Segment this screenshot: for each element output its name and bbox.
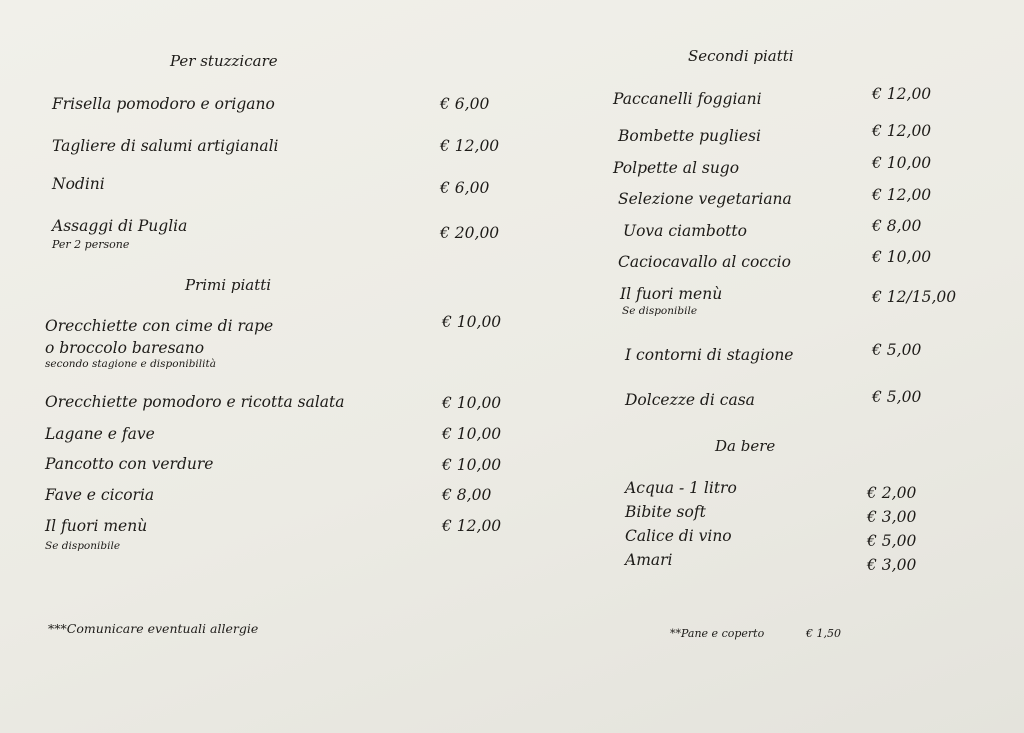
menu-item-note: Per 2 persone: [52, 238, 130, 251]
menu-item-note: Se disponibile: [45, 540, 121, 552]
coperto-label: **Pane e coperto: [670, 627, 765, 640]
menu-item-price: € 2,00: [867, 484, 917, 502]
menu-item-price: € 10,00: [872, 154, 932, 172]
menu-item-price: € 12/15,00: [872, 288, 957, 306]
menu-item-name: Dolcezze di casa: [625, 391, 755, 409]
menu-item-name: Selezione vegetariana: [618, 190, 792, 208]
section-title-stuzzicare: Per stuzzicare: [170, 52, 278, 70]
menu-item-name: Uova ciambotto: [623, 222, 747, 240]
menu-item-name: Tagliere di salumi artigianali: [52, 137, 279, 155]
allergy-notice: ***Comunicare eventuali allergie: [48, 621, 259, 636]
menu-item-name: Pancotto con verdure: [45, 455, 214, 473]
menu-item-price: € 12,00: [440, 137, 500, 155]
section-title-primi: Primi piatti: [185, 276, 272, 294]
menu-item-price: € 20,00: [440, 224, 500, 242]
menu-item-price: € 8,00: [872, 217, 922, 235]
menu-item-price: € 10,00: [872, 248, 932, 266]
menu-item-price: € 3,00: [867, 556, 917, 574]
menu-item-price: € 12,00: [872, 122, 932, 140]
menu-item-name: Orecchiette con cime di rape: [45, 317, 274, 335]
menu-item-price: € 10,00: [442, 313, 502, 331]
menu-item-price: € 6,00: [440, 179, 490, 197]
menu-item-name: Calice di vino: [625, 527, 732, 545]
menu-item-name: Il fuori menù: [45, 517, 148, 535]
menu-item-price: € 10,00: [442, 425, 502, 443]
menu-item-name: Bombette pugliesi: [618, 127, 761, 145]
menu-item-price: € 5,00: [867, 532, 917, 550]
menu-item-note: secondo stagione e disponibilità: [45, 358, 216, 370]
menu-item-name: Frisella pomodoro e origano: [52, 95, 275, 113]
section-title-bere: Da bere: [715, 437, 776, 455]
menu-item-price: € 10,00: [442, 394, 502, 412]
menu-item-price: € 5,00: [872, 388, 922, 406]
menu-item-name: Il fuori menù: [620, 285, 723, 303]
menu-item-price: € 10,00: [442, 456, 502, 474]
menu-item-name: Nodini: [52, 175, 105, 193]
menu-item-note: Se disponibile: [622, 305, 698, 317]
menu-item-price: € 12,00: [442, 517, 502, 535]
menu-item-price: € 6,00: [440, 95, 490, 113]
section-title-secondi: Secondi piatti: [688, 47, 794, 65]
menu-item-price: € 5,00: [872, 341, 922, 359]
menu-item-price: € 8,00: [442, 486, 492, 504]
menu-item-price: € 12,00: [872, 85, 932, 103]
menu-item-name: Caciocavallo al coccio: [618, 253, 791, 271]
menu-item-name: Lagane e fave: [45, 425, 155, 443]
menu-item-name-line2: o broccolo baresano: [45, 339, 205, 357]
menu-item-price: € 12,00: [872, 186, 932, 204]
menu-item-name: Fave e cicoria: [45, 486, 155, 504]
menu-item-name: Acqua - 1 litro: [625, 479, 737, 497]
coperto-price: € 1,50: [806, 627, 841, 640]
menu-item-name: Orecchiette pomodoro e ricotta salata: [45, 393, 345, 411]
menu-item-name: Paccanelli foggiani: [613, 90, 762, 108]
menu-item-price: € 3,00: [867, 508, 917, 526]
menu-item-name: Amari: [625, 551, 673, 569]
menu-item-name: Bibite soft: [625, 503, 706, 521]
menu-item-name: Polpette al sugo: [613, 159, 740, 177]
menu-item-name: Assaggi di Puglia: [52, 217, 188, 235]
menu-item-name: I contorni di stagione: [625, 346, 794, 364]
